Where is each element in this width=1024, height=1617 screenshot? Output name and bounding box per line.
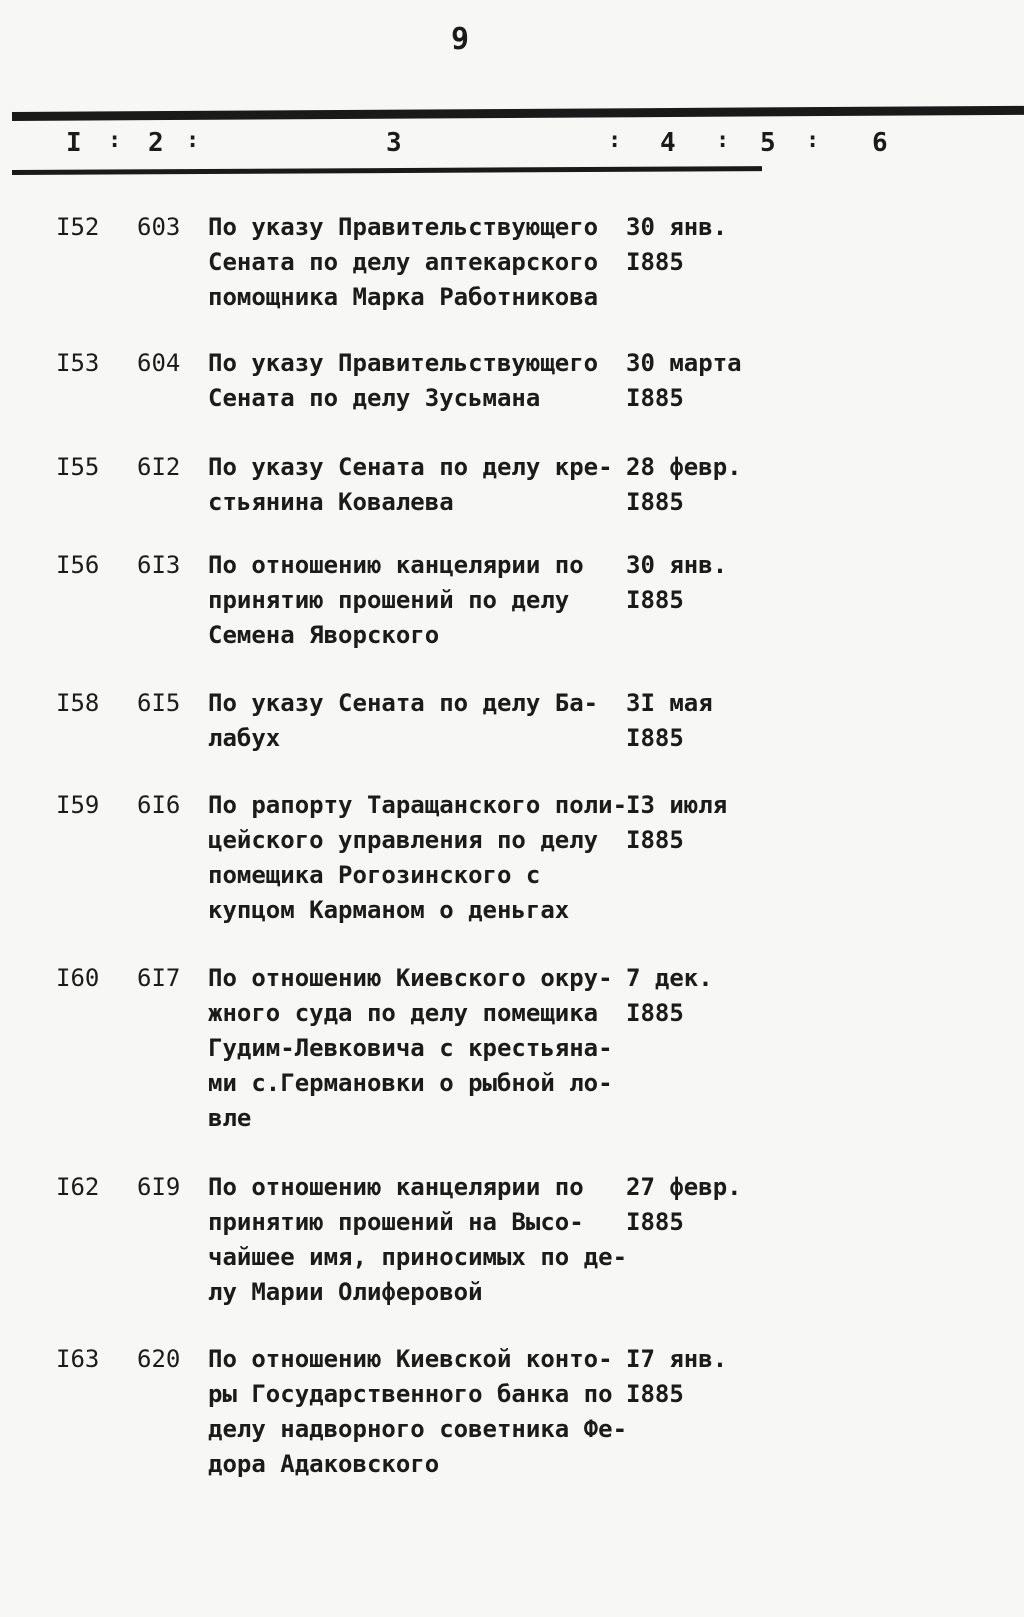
entry-date <box>626 450 742 520</box>
entry-date-line: I7 янв. <box>626 1345 728 1373</box>
entry-reference: 604 <box>137 349 181 377</box>
column-separator: : <box>806 128 820 153</box>
entry-title-line: лу Марии Олиферовой <box>208 1278 483 1306</box>
column-header-6: 6 <box>872 128 888 158</box>
entry-title-line: По отношению Киевского окру- <box>208 964 613 992</box>
entry-date <box>626 1342 727 1412</box>
entry-date-line: I885 <box>626 384 684 412</box>
entry-title-line: По отношению Киевской конто- <box>208 1345 613 1373</box>
entry-title-line: жного суда по делу помещика <box>208 999 599 1027</box>
entry-reference: 6I6 <box>137 791 181 819</box>
entry-reference: 6I3 <box>137 551 181 579</box>
entry-date-line: I885 <box>626 248 684 276</box>
entry-date-line: 28 февр. <box>626 453 742 481</box>
entry-date-line: I885 <box>626 1208 684 1236</box>
page-number: 9 <box>450 22 470 57</box>
entry-title <box>208 346 618 416</box>
entry-title-line: вле <box>208 1104 252 1132</box>
entry-title-line: По указу Сената по делу Ба- <box>208 689 599 717</box>
entry-title-line: По рапорту Таращанского поли- <box>208 791 628 819</box>
entry-reference: 6I7 <box>137 964 181 992</box>
entry-reference: 6I9 <box>137 1173 181 1201</box>
entry-date <box>626 346 742 416</box>
entry-title-line: помещика Рогозинского с <box>208 861 541 889</box>
entry-title <box>208 961 618 1136</box>
entry-date-line: I885 <box>626 826 684 854</box>
entry-title-line: По отношению канцелярии по <box>208 551 584 579</box>
entry-date-line: I885 <box>626 724 684 752</box>
entry-title-line: Гудим-Левковича с крестьяна- <box>208 1034 613 1062</box>
entry-date-line: 7 дек. <box>626 964 713 992</box>
entry-title <box>208 1342 628 1482</box>
entry-title-line: ми с.Германовки о рыбной ло- <box>208 1069 613 1097</box>
entry-number: I59 <box>56 791 100 819</box>
entry-date <box>626 1170 742 1240</box>
entry-title-line: принятию прошений по делу <box>208 586 570 614</box>
entry-title <box>208 1170 628 1310</box>
entry-date <box>626 210 727 280</box>
entry-title-line: По указу Сената по делу кре- <box>208 453 613 481</box>
column-separator: : <box>608 128 622 153</box>
entry-number: I63 <box>56 1345 100 1373</box>
entry-date <box>626 686 713 756</box>
entry-date-line: I885 <box>626 1380 684 1408</box>
entry-title-line: помощника Марка Работникова <box>208 283 599 311</box>
entry-reference: 6I2 <box>137 453 181 481</box>
entry-title <box>208 686 618 756</box>
column-header-4: 4 <box>660 128 676 158</box>
entry-number: I56 <box>56 551 100 579</box>
entry-title-line: дора Адаковского <box>208 1450 440 1478</box>
entry-date-line: 30 янв. <box>626 213 728 241</box>
entry-reference: 620 <box>137 1345 181 1373</box>
entry-title-line: стьянина Ковалева <box>208 488 454 516</box>
entry-date-line: I885 <box>626 999 684 1027</box>
column-separator: : <box>716 128 730 153</box>
column-header-5: 5 <box>760 128 776 158</box>
entry-title-line: лабух <box>208 724 281 752</box>
entry-title <box>208 450 618 520</box>
entry-reference: 6I5 <box>137 689 181 717</box>
column-header-3: 3 <box>386 128 402 158</box>
entry-title <box>208 548 618 653</box>
entry-date-line: I3 июля <box>626 791 728 819</box>
entry-title-line: Сената по делу аптекарского <box>208 248 599 276</box>
column-separator: : <box>108 128 122 153</box>
header-rule-top <box>12 106 1024 121</box>
entry-title <box>208 788 628 928</box>
entry-number: I60 <box>56 964 100 992</box>
entry-date-line: I885 <box>626 488 684 516</box>
entry-title-line: ры Государственного банка по <box>208 1380 613 1408</box>
entry-date <box>626 548 727 618</box>
entry-number: I62 <box>56 1173 100 1201</box>
entry-number: I53 <box>56 349 100 377</box>
entry-title-line: Сената по делу Зусьмана <box>208 384 541 412</box>
entry-title-line: Семена Яворского <box>208 621 440 649</box>
column-header-1: I <box>66 128 82 158</box>
entry-date-line: 3I мая <box>626 689 713 717</box>
entry-title-line: По указу Правительствующего <box>208 213 599 241</box>
entry-number: I52 <box>56 213 100 241</box>
entry-date-line: I885 <box>626 586 684 614</box>
entry-title-line: чайшее имя, приносимых по де- <box>208 1243 628 1271</box>
entry-title-line: делу надворного советника Фе- <box>208 1415 628 1443</box>
entry-title-line: купцом Карманом о деньгах <box>208 896 570 924</box>
entry-title-line: По отношению канцелярии по <box>208 1173 584 1201</box>
entry-date <box>626 961 713 1031</box>
entry-date-line: 27 февр. <box>626 1173 742 1201</box>
entry-title-line: принятию прошений на Высо- <box>208 1208 584 1236</box>
column-header-row <box>0 128 1024 168</box>
column-separator: : <box>186 128 200 153</box>
entry-date <box>626 788 727 858</box>
entry-reference: 603 <box>137 213 181 241</box>
entry-date-line: 30 янв. <box>626 551 728 579</box>
entry-title-line: По указу Правительствующего <box>208 349 599 377</box>
entry-date-line: 30 марта <box>626 349 742 377</box>
entry-title <box>208 210 618 315</box>
entry-number: I58 <box>56 689 100 717</box>
column-header-2: 2 <box>148 128 164 158</box>
entry-number: I55 <box>56 453 100 481</box>
entry-title-line: цейского управления по делу <box>208 826 599 854</box>
